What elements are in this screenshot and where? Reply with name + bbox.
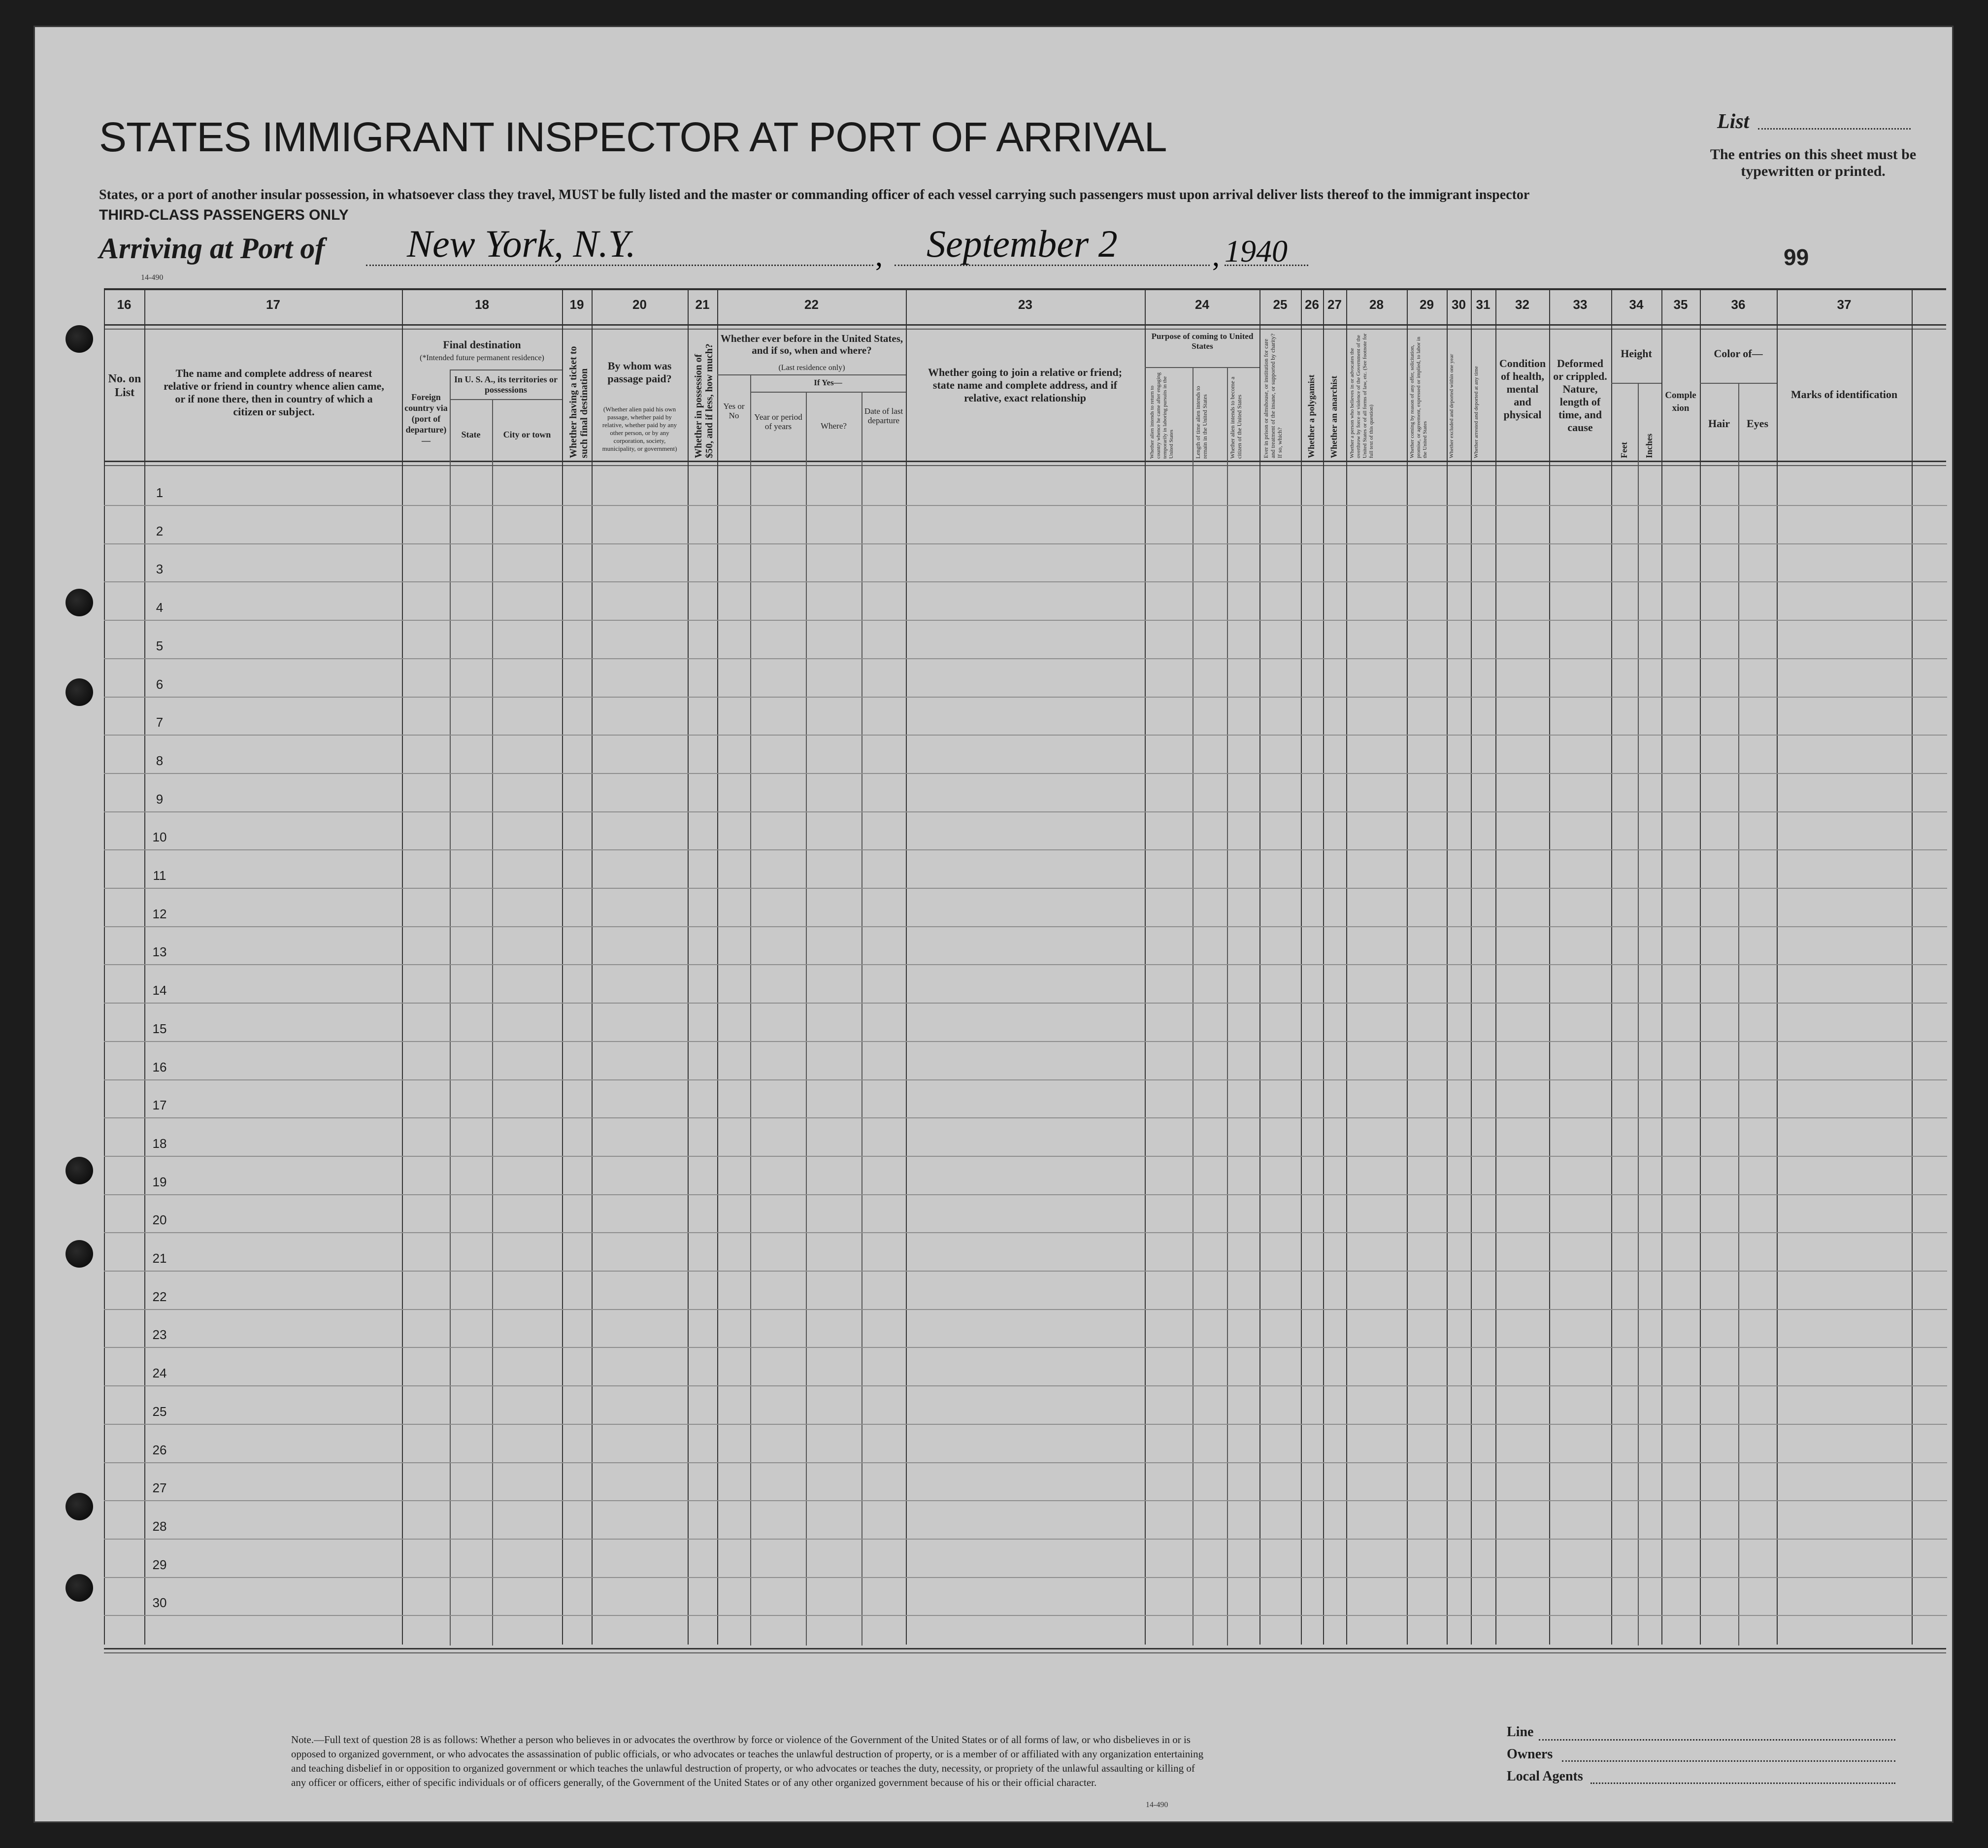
- column-number: 26: [1305, 297, 1319, 312]
- header-final-destination-sub: (*Intended future permanent residence): [420, 354, 544, 362]
- header-city: City or town: [503, 430, 551, 439]
- column-line: [688, 290, 689, 1645]
- column-number: 31: [1476, 297, 1491, 312]
- header-final-destination: Final destination: [443, 338, 521, 351]
- column-number: 19: [569, 297, 584, 312]
- column-line: [402, 290, 403, 1645]
- row-line: [104, 697, 1947, 698]
- subcolumn-line: [750, 374, 751, 1646]
- column-number: 34: [1629, 297, 1644, 312]
- column-line: [1471, 290, 1472, 1645]
- row-number: 20: [152, 1212, 167, 1228]
- column-line: [1323, 290, 1324, 1645]
- page-title: STATES IMMIGRANT INSPECTOR AT PORT OF ARRIVAL: [99, 114, 1167, 160]
- sheet-number: 99: [1784, 244, 1809, 270]
- subcolumn-line: [1638, 383, 1639, 1646]
- row-line: [104, 1462, 1947, 1463]
- arriving-label: Arriving at Port of: [99, 232, 325, 265]
- row-number: 19: [152, 1174, 167, 1189]
- table-bottom-border: [104, 1648, 1946, 1649]
- column-number-divider: [104, 324, 1946, 326]
- column-number: 21: [695, 297, 710, 312]
- column-number: 24: [1195, 297, 1209, 312]
- subheader-line: [450, 399, 562, 400]
- column-number: 20: [632, 297, 647, 312]
- punch-hole: [66, 1493, 93, 1520]
- form-code: 14-490: [1146, 1801, 1168, 1809]
- header-prison: Ever in prison or almshouse, or institution for care and treatment of the insane, or supported by charity? If so, which?: [1262, 334, 1283, 458]
- subcolumn-line: [492, 399, 493, 1646]
- subcolumn-line: [1227, 367, 1228, 1646]
- column-number: 28: [1369, 297, 1384, 312]
- subheader-line: [717, 374, 906, 375]
- row-line: [104, 926, 1947, 927]
- table-bottom-border: [104, 1652, 1946, 1653]
- punch-hole: [66, 589, 93, 616]
- row-number: 28: [152, 1518, 167, 1534]
- header-health: Condition of health, mental and physical: [1499, 357, 1546, 421]
- row-line: [104, 620, 1947, 621]
- column-number: 25: [1273, 297, 1288, 312]
- row-line: [104, 811, 1947, 812]
- header-labor-offer: Whether coming by reason of any offer, solicitation, promise, or agreement, expressed or implied, to labor in the United States: [1409, 336, 1428, 458]
- local-agents-field: [1590, 1782, 1895, 1784]
- subheader-line: [750, 392, 906, 393]
- column-number: 17: [266, 297, 280, 312]
- header-foreign-country: Foreign country via (port of departure)—: [404, 392, 448, 445]
- date-value: September 2: [927, 222, 1118, 265]
- comma: ,: [875, 239, 883, 272]
- row-line: [104, 964, 1947, 965]
- subcolumn-line: [1738, 383, 1739, 1646]
- column-number: 32: [1515, 297, 1529, 312]
- column-number: 22: [804, 297, 819, 312]
- row-number: 18: [152, 1136, 167, 1151]
- row-line: [104, 1079, 1947, 1080]
- header-identification-marks: Marks of identification: [1790, 388, 1898, 401]
- column-number: 33: [1573, 297, 1588, 312]
- column-line: [1912, 290, 1913, 1645]
- row-line: [104, 1117, 1947, 1118]
- port-value: New York, N.Y.: [407, 222, 636, 265]
- row-line: [104, 1003, 1947, 1004]
- row-number: 2: [156, 523, 164, 538]
- row-number: 5: [156, 638, 164, 653]
- column-number: 29: [1420, 297, 1434, 312]
- header-hair: Hair: [1708, 417, 1730, 430]
- column-line: [906, 290, 907, 1645]
- column-line: [1346, 290, 1347, 1645]
- row-line: [104, 505, 1947, 506]
- header-color-of: Color of—: [1714, 347, 1763, 360]
- row-line: [104, 658, 1947, 659]
- header-length-stay: Length of time alien intends to remain in the United States: [1194, 386, 1208, 459]
- passenger-class: THIRD-CLASS PASSENGERS ONLY: [99, 207, 349, 223]
- row-number: 23: [152, 1327, 167, 1343]
- header-inches: Inches: [1644, 433, 1654, 458]
- row-number: 25: [152, 1404, 167, 1419]
- header-statement: States, or a port of another insular possession, in whatsoever class they travel, MUST be fully listed and the master or commanding officer of each vessel carrying such passengers must upon arrival deliver lists thereof to the immigrant inspector: [99, 187, 1530, 202]
- row-line: [104, 1309, 1947, 1310]
- column-number: 23: [1018, 297, 1032, 312]
- typewritten-note: The entries on this sheet must be typewritten or printed.: [1710, 146, 1917, 179]
- row-line: [104, 1615, 1947, 1616]
- column-number: 37: [1837, 297, 1852, 312]
- header-passage-paid: By whom was passage paid?: [607, 360, 672, 385]
- column-line: [1661, 290, 1662, 1645]
- header-polygamist: Whether a polygamist: [1306, 374, 1316, 458]
- manifest-sheet: [33, 26, 1954, 1823]
- column-number: 16: [117, 297, 132, 312]
- year-line: [1225, 265, 1308, 266]
- row-number: 16: [152, 1059, 167, 1075]
- row-number: 8: [156, 753, 164, 768]
- row-line: [104, 888, 1947, 889]
- row-line: [104, 1156, 1947, 1157]
- row-number: 15: [152, 1021, 167, 1036]
- column-number-divider: [104, 329, 1946, 330]
- punch-hole: [66, 678, 93, 706]
- list-number-line: [1758, 128, 1911, 130]
- header-return-country: Whether alien intends to return to country whence he came after engaging temporarily in laboring pursuits in the United States: [1149, 372, 1174, 459]
- row-number: 22: [152, 1289, 167, 1304]
- header-ticket: Whether having a ticket to such final destination: [568, 346, 590, 458]
- column-line: [562, 290, 563, 1645]
- row-line: [104, 1424, 1947, 1425]
- row-line: [104, 1577, 1947, 1578]
- row-number: 7: [156, 715, 164, 730]
- header-in-usa: In U. S. A., its territories or possessions: [454, 374, 558, 395]
- header-if-yes: If Yes—: [814, 378, 842, 387]
- column-line: [1259, 290, 1260, 1645]
- row-number: 13: [152, 944, 167, 960]
- header-feet: Feet: [1619, 442, 1629, 458]
- header-ever-before-sub: (Last residence only): [778, 364, 845, 372]
- row-line: [104, 773, 1947, 774]
- header-height: Height: [1621, 347, 1652, 360]
- punch-hole: [66, 325, 93, 353]
- subcolumn-line: [861, 392, 862, 1646]
- column-line: [1700, 290, 1701, 1645]
- punch-hole: [66, 1574, 93, 1602]
- subheader-line: [1611, 383, 1661, 384]
- header-year-period: Year or period of years: [754, 412, 802, 431]
- subheader-line: [1700, 383, 1777, 384]
- row-number: 11: [153, 868, 166, 883]
- row-number: 4: [156, 600, 164, 615]
- row-line: [104, 735, 1947, 736]
- row-line: [104, 1539, 1947, 1540]
- header-overthrow: Whether a person who believes in or advocates the overthrow by force or violence of the Government of the United States or of all forms of law, etc. (See footnote for full text of this question): [1349, 333, 1374, 458]
- punch-hole: [66, 1240, 93, 1268]
- column-number: 36: [1731, 297, 1746, 312]
- row-number: 30: [152, 1595, 167, 1611]
- header-where: Where?: [821, 421, 847, 431]
- header-complexion: Complexion: [1665, 390, 1696, 413]
- header-excluded: Whether excluded and deported within one year: [1449, 354, 1455, 458]
- row-number: 9: [156, 791, 164, 806]
- header-deported: Whether arrested and deported at any time: [1473, 366, 1479, 458]
- column-number: 30: [1452, 297, 1466, 312]
- table-top-border: [104, 288, 1946, 290]
- column-line: [104, 290, 105, 1645]
- line-field: [1539, 1739, 1895, 1741]
- header-anarchist: Whether an anarchist: [1329, 375, 1339, 458]
- row-number: 10: [152, 830, 167, 845]
- punch-hole: [66, 1157, 93, 1184]
- row-line: [104, 1347, 1947, 1348]
- row-line: [104, 1385, 1947, 1386]
- local-agents-label: Local Agents: [1507, 1769, 1583, 1784]
- row-number: 21: [152, 1251, 167, 1266]
- row-number: 24: [152, 1366, 167, 1381]
- row-line: [104, 1500, 1947, 1501]
- row-line: [104, 1041, 1947, 1042]
- subcolumn-line: [806, 392, 807, 1646]
- column-line: [1145, 290, 1146, 1645]
- column-number: 35: [1673, 297, 1688, 312]
- header-state: State: [461, 430, 481, 439]
- row-number: 26: [152, 1442, 167, 1457]
- column-line: [1549, 290, 1550, 1645]
- row-number: 12: [152, 906, 167, 921]
- header-fifty-dollars: Whether in possession of $50, and if less, how much?: [693, 343, 715, 458]
- footnote-question-28: Note.—Full text of question 28 is as follows: Whether a person who believes in or advocates the overthrow by force or violence of the Government of the United States or of all forms of law, or who disbelieves in or is opposed to organized government, or who advocates the assassination of public officials, or who advocates or teaches the unlawful destruction of property, or is a member of or affiliated with any organization entertaining and teaching disbelief in or opposition to organized government or which teaches the unlawful destruction of property, or who advocates or teaches the duty, necessity, or propriety of the unlawful assaulting or killing of any officer or officers, either of specific individuals or of officers generally, of the Government of the United States or of any other organized government because of his or their official character.: [291, 1734, 1204, 1788]
- column-number: 18: [475, 297, 489, 312]
- column-line: [1611, 290, 1612, 1645]
- row-number: 27: [152, 1480, 167, 1496]
- row-line: [104, 1194, 1947, 1195]
- row-number: 1: [156, 485, 164, 500]
- header-yes-no: Yes or No: [723, 402, 745, 420]
- column-line: [1407, 290, 1408, 1645]
- row-number: 6: [156, 676, 164, 692]
- header-purpose: Purpose of coming to United States: [1151, 332, 1254, 351]
- row-line: [104, 1232, 1947, 1233]
- row-number: 17: [152, 1098, 167, 1113]
- row-line: [104, 1271, 1947, 1272]
- owners-field: [1562, 1760, 1895, 1762]
- column-line: [1495, 290, 1496, 1645]
- owners-label: Owners: [1507, 1747, 1553, 1762]
- header-no-on-list: No. on List: [108, 372, 141, 399]
- row-line: [104, 849, 1947, 850]
- header-join-relative: Whether going to join a relative or friend; state name and complete address, and if relative, exact relationship: [928, 366, 1123, 404]
- subheader-line: [1145, 367, 1259, 368]
- row-number: 3: [156, 562, 164, 577]
- row-number: 29: [152, 1557, 167, 1572]
- header-nearest-relative: The name and complete address of nearest relative or friend in country whence alien came, or if none there, then in country of which a citizen or subject.: [164, 367, 384, 418]
- header-eyes: Eyes: [1747, 417, 1768, 430]
- column-line: [1447, 290, 1448, 1645]
- header-passage-paid-sub: (Whether alien paid his own passage, whether paid by relative, whether paid by any other person, or by any corporation, society, municipality, or government): [602, 405, 677, 452]
- row-line: [104, 581, 1947, 582]
- list-label: List: [1717, 110, 1750, 133]
- column-line: [717, 290, 718, 1645]
- row-line: [104, 543, 1947, 544]
- header-deformed: Deformed or crippled. Nature, length of time, and cause: [1553, 357, 1607, 434]
- line-label: Line: [1507, 1724, 1534, 1740]
- header-bottom-border: [104, 461, 1946, 462]
- column-line: [1301, 290, 1302, 1645]
- header-bottom-border: [104, 465, 1946, 466]
- subcolumn-line: [450, 370, 451, 1646]
- header-ever-before: Whether ever before in the United States, and if so, when and where?: [720, 333, 903, 356]
- form-code: 14-490: [141, 273, 164, 282]
- column-line: [592, 290, 593, 1645]
- header-last-departure: Date of last departure: [864, 406, 903, 425]
- comma: ,: [1212, 239, 1220, 272]
- header-become-citizen: Whether alien intends to become a citizen of the United States: [1229, 376, 1243, 459]
- row-number: 14: [152, 983, 167, 998]
- column-number: 27: [1327, 297, 1342, 312]
- column-line: [1777, 290, 1778, 1645]
- year-value: 1940: [1225, 234, 1288, 269]
